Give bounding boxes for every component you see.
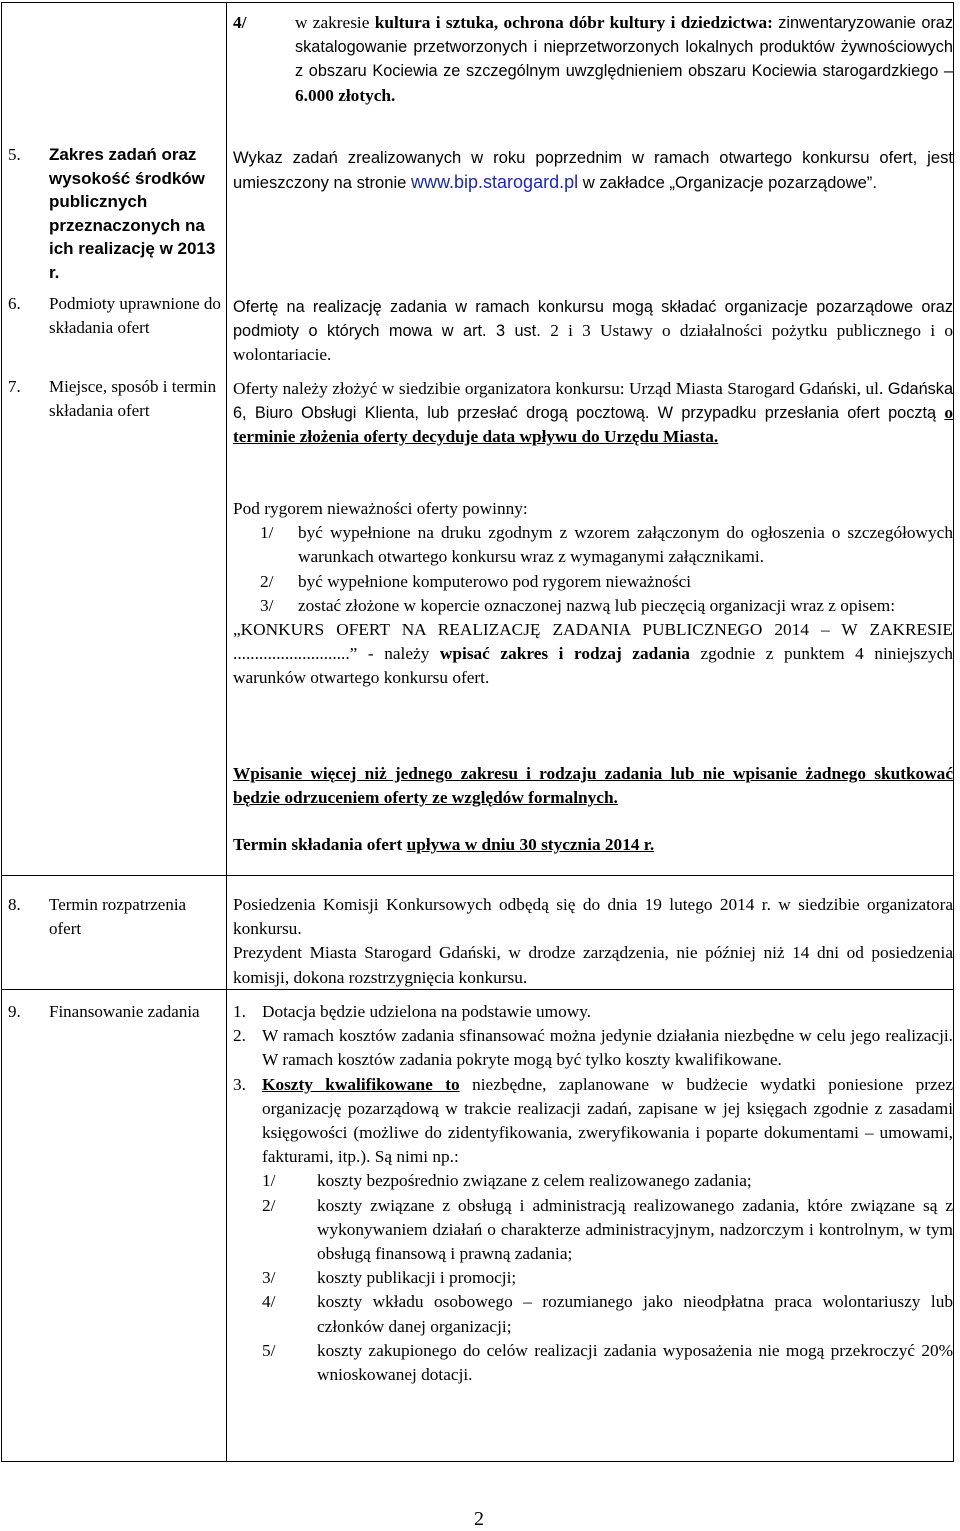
finansowanie-point (233, 1000, 953, 1024)
wykaz-text-end: w zakładce „Organizacje pozarządowe”. (578, 173, 877, 193)
item-4-description: zinwentaryzowanie oraz skatalogowanie przetworzonych i nieprzetworzonych lokalnych produktów żywnościowych z obszaru Kociewia ze szczególnym uwzględnieniem obszaru Kociewia starogardzkiego – (295, 14, 953, 81)
rygor-mid: - należy (357, 644, 440, 664)
row-title: Miejsce, sposób i termin składania ofert (49, 377, 217, 420)
cost-item (233, 1169, 953, 1193)
konkurs-caption: „KONKURS OFERT NA REALIZACJĘ ZADANIA PUBLICZNEGO 2014 – W ZAKRESIE ...........................” (233, 620, 953, 664)
point-text: W ramach kosztów zadania sfinansować można jedynie działania niezbędne w celu jego realizacji. W ramach kosztów zadania pokryte mogą być tylko koszty kwalifikowane. (262, 1026, 953, 1070)
cost-item-text: koszty bezpośrednio związane z celem realizowanego zadania; (317, 1171, 752, 1191)
cost-item (233, 1194, 953, 1267)
rygor-item-text: być wypełnione komputerowo pod rygorem nieważności (298, 571, 692, 591)
cost-item (233, 1266, 953, 1290)
rygor-bold: wpisać zakres i rodzaj zadania (439, 644, 690, 664)
termin-label: Termin składania ofert (233, 835, 407, 854)
point-number: 3. (233, 1074, 246, 1094)
termin-paragraph (233, 833, 953, 857)
finansowanie-point (233, 1024, 953, 1072)
rygor-item (233, 570, 953, 594)
point-number: 2. (233, 1026, 246, 1046)
cost-item-number: 3/ (262, 1268, 276, 1288)
bip-link[interactable]: www.bip.starogard.pl (411, 172, 579, 193)
column-divider (226, 2, 227, 1462)
rozpatrzenie-text: Posiedzenia Komisji Konkursowych odbędą się do dnia 19 lutego 2014 r. w siedzibie organizatora konkursu. (233, 895, 953, 939)
point-bold: Koszty kwalifikowane to (262, 1074, 460, 1094)
rygor-block (233, 497, 953, 691)
item-4-block (233, 11, 953, 108)
rygor-end: zgodnie z punktem 4 niniejszych warunków otwartego konkursu ofert. (233, 644, 954, 688)
item-4-amount: 6.000 złotych. (295, 85, 396, 105)
cost-item (233, 1339, 953, 1387)
rygor-intro: Pod rygorem nieważności oferty powinny: (233, 499, 528, 518)
row-divider (1, 875, 954, 876)
row-number: 5. (8, 145, 21, 164)
rygor-item-number: 2/ (260, 571, 274, 591)
finansowanie-point (233, 1073, 953, 1170)
cost-item-text: koszty zakupionego do celów realizacji zadania wyposażenia nie mogą przekroczyć 20% wnioskowanej dotacji. (317, 1340, 953, 1385)
rozpatrzenie-text: Prezydent Miasta Starogard Gdański, w drodze zarządzenia, nie później niż 14 dni od posiedzenia komisji, dokona rozstrzygnięcia konkursu. (233, 943, 953, 987)
rygor-item (233, 594, 953, 618)
rygor-item-number: 3/ (260, 595, 274, 615)
cost-item-text: koszty wkładu osobowego – rozumianego jako nieodpłatna praca wolontariuszy lub członków danej organizacji; (317, 1292, 953, 1336)
item-4-title: kultura i sztuka, ochrona dóbr kultury i dziedzictwa: (374, 13, 773, 32)
rozpatrzenie-block (233, 893, 953, 990)
item-4-number: 4/ (233, 13, 247, 32)
point-text: niezbędne, zaplanowane w budżecie wydatki poniesione przez organizację pozarządową w trakcie realizacji zadań, zapisane w jej księgach zgodnie z zasadami księgowości (możliwe do zidentyfikowania, zweryfikowania i poparte dokumentami – umowami, fakturami, itp.). Są nimi np.: (262, 1074, 953, 1167)
cost-item-text: koszty publikacji i promocji; (317, 1268, 517, 1288)
page-number: 2 (474, 1508, 484, 1530)
rygor-item (233, 521, 953, 569)
podmioty-paragraph (233, 295, 953, 368)
cost-item-text: koszty związane z obsługą i administracją realizowanego zadania, które związane są z wykonywaniem działań o charakterze administracyjnym, nadzorczym i kontrolnym, w tym obsługą finansową i prawną zadania; (317, 1195, 953, 1264)
row-title: Termin rozpatrzenia ofert (49, 895, 187, 938)
row-number: 9. (8, 1002, 21, 1021)
point-number: 1. (233, 1002, 246, 1021)
cost-item-number: 4/ (262, 1292, 276, 1312)
finansowanie-block (233, 1000, 953, 1387)
podmioty-text: Ofertę na realizację zadania w ramach konkursu mogą składać organizacje pozarządowe oraz podmioty o których mowa w art. 3 ust. (233, 298, 953, 341)
miejsce-decision: o terminie złożenia oferty decyduje data wpływu do Urzędu Miasta. (233, 403, 953, 447)
rygor-item-text: być wypełnione na druku zgodnym z wzorem załączonym do ogłoszenia o szczegółowych warunkach otwartego konkursu wraz z wymaganymi załącznikami. (298, 523, 953, 567)
cost-item (233, 1290, 953, 1338)
wykaz-paragraph (233, 146, 953, 195)
row-number: 7. (8, 377, 21, 396)
row-number: 6. (8, 294, 21, 313)
cost-item-number: 5/ (262, 1340, 276, 1360)
rygor-item-number: 1/ (260, 523, 274, 543)
point-text: Dotacja będzie udzielona na podstawie umowy. (262, 1002, 592, 1021)
row-number: 8. (8, 895, 21, 914)
termin-date: upływa w dniu 30 stycznia 2014 r. (406, 835, 655, 854)
podmioty-text-end: 2 i 3 Ustawy o działalności pożytku publicznego i o wolontariacie. (233, 321, 954, 365)
row-title: Finansowanie zadania (49, 1002, 200, 1021)
cost-item-number: 2/ (262, 1195, 276, 1215)
row-title: Podmioty uprawnione do składania ofert (49, 294, 221, 337)
rygor-item-text: zostać złożone w kopercie oznaczonej nazwą lub pieczęcią organizacji wraz z opisem: (298, 595, 896, 615)
miejsce-text-mid: Gdańska 6, Biuro Obsługi Klienta, lub przesłać drogą pocztową. W przypadku przesłania ofert pocztą (233, 380, 953, 423)
wykaz-text: Wykaz zadań zrealizowanych w roku poprzednim w ramach otwartego konkursu ofert, jest umieszczony na stronie (233, 148, 953, 193)
item-4-prefix: w zakresie (295, 13, 375, 32)
miejsce-paragraph (233, 377, 953, 450)
warning-paragraph: Wpisanie więcej niż jednego zakresu i rodzaju zadania lub nie wpisanie żadnego skutkować będzie odrzuceniem oferty ze względów formalnych. (233, 764, 953, 808)
cost-item-number: 1/ (262, 1171, 276, 1191)
miejsce-text: Oferty należy złożyć w siedzibie organizatora konkursu: Urząd Miasta Starogard Gdański, ul. (233, 379, 888, 398)
row-title: Zakres zadań oraz wysokość środków publicznych przeznaczonych na ich realizację w 2013 r. (49, 145, 216, 282)
